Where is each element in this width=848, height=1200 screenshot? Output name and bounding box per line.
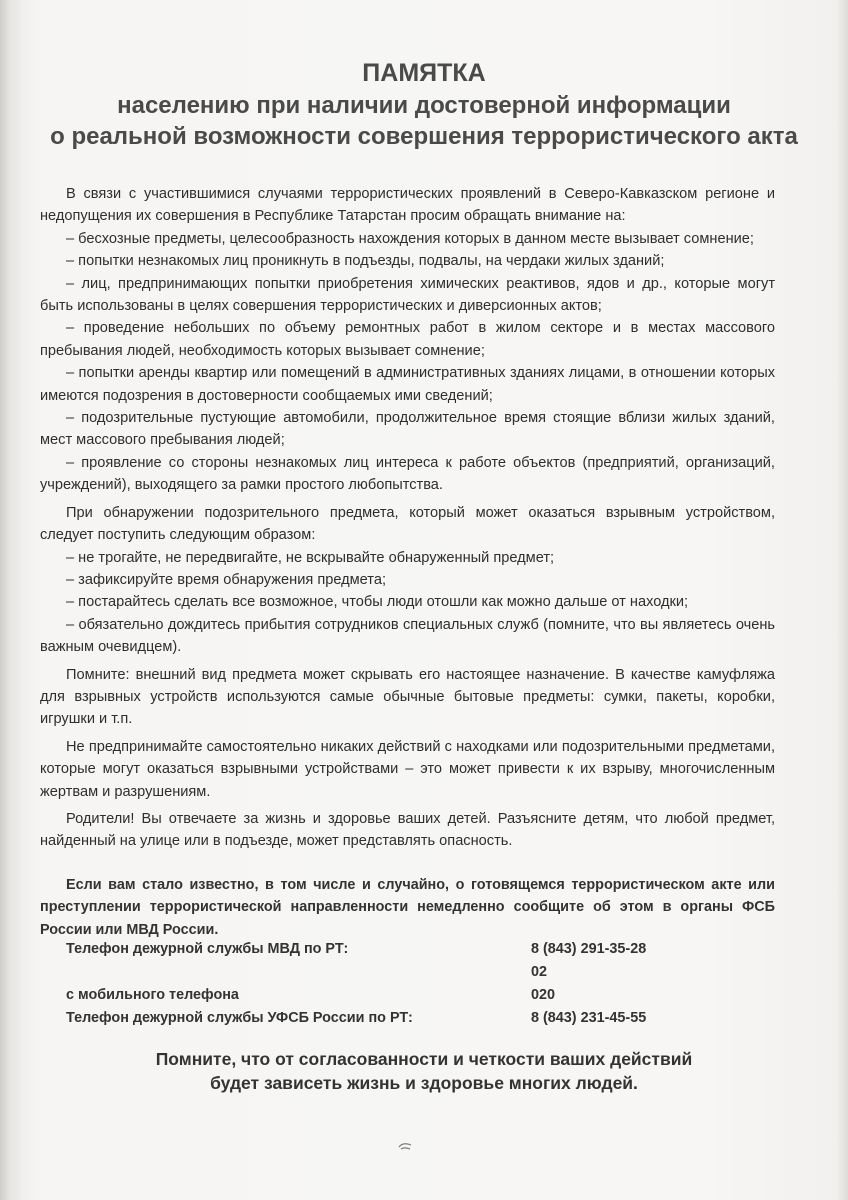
memo-title: ПАМЯТКА <box>362 59 486 87</box>
parents-paragraph: Родители! Вы отвечаете за жизнь и здоровье ваших детей. Разъясните детям, что любой предмет, найденный на улице или в подъезде, может представлять опасность. <box>40 810 775 850</box>
watch-item-7: – проявление со стороны незнакомых лиц интереса к работе объектов (предприятий, организаций, учреждений), выходящего за рамки простого любопытства. <box>40 454 775 494</box>
watch-item-6: – подозрительные пустующие автомобили, продолжительное время стоящие вблизи жилых зданий, мест массового пребывания людей; <box>40 410 775 449</box>
device-item-2: – зафиксируйте время обнаружения предмета; <box>66 571 387 588</box>
phone-list <box>66 938 766 1030</box>
phone-number: 8 (843) 291-35-28 <box>531 941 647 957</box>
scan-right-edge <box>836 0 848 1200</box>
phone-number: 8 (843) 231-45-55 <box>531 1010 647 1026</box>
watch-item-4: – проведение небольших по объему ремонтных работ в жилом секторе и в местах массового пребывания людей, необходимость которых вызывает сомнение; <box>40 320 775 359</box>
phone-row-short <box>66 961 766 984</box>
phone-row-mobile <box>66 984 766 1007</box>
device-item-4: – обязательно дождитесь прибытия сотрудников специальных служб (помните, что вы являетесь очень важным очевидцем). <box>40 616 775 656</box>
scan-left-shadow <box>0 0 22 1200</box>
device-intro-paragraph: При обнаружении подозрительного предмета, который может оказаться взрывным устройством, следует поступить следующим образом: <box>40 504 775 544</box>
do-not-paragraph: Не предпринимайте самостоятельно никаких действий с находками или подозрительными предметами, которые могут оказаться взрывными устройствами – это может привести к их взрыву, многочисленным жертвам и разрушениям. <box>40 738 775 800</box>
phone-number: 020 <box>531 987 556 1003</box>
intro-paragraph: В связи с участившимися случаями террористических проявлений в Северо-Кавказском регионе и недопущения их совершения в Республике Татарстан просим обращать внимание на: <box>40 186 775 225</box>
phone-row-mvd <box>66 938 766 961</box>
closing-reminder <box>0 1047 848 1095</box>
memo-subtitle-line-2: о реальной возможности совершения террористического акта <box>50 123 798 150</box>
watch-item-2: – попытки незнакомых лиц проникнуть в подъезды, подвалы, на чердаки жилых зданий; <box>66 253 665 270</box>
device-item-1: – не трогайте, не передвигайте, не вскрывайте обнаруженный предмет; <box>66 549 555 566</box>
phone-label: Телефон дежурной службы УФСБ России по РТ: <box>66 1010 413 1026</box>
phone-number: 02 <box>531 964 548 980</box>
device-item-3: – постарайтесь сделать все возможное, чтобы люди отошли как можно дальше от находки; <box>66 594 689 611</box>
phone-row-ufsb <box>66 1007 766 1030</box>
closing-reminder-line-2: будет зависеть жизнь и здоровье многих людей. <box>210 1073 638 1093</box>
watch-item-5: – попытки аренды квартир или помещений в административных зданиях лицами, в отношении которых имеются подозрения в достоверности сообщаемых ими сведений; <box>40 365 775 404</box>
phone-label: Телефон дежурной службы МВД по РТ: <box>66 941 349 957</box>
phone-label: с мобильного телефона <box>66 987 239 1003</box>
remember-paragraph: Помните: внешний вид предмета может скрывать его настоящее назначение. В качестве камуфляжа для взрывных устройств используются самые обычные бытовые предметы: сумки, пакеты, коробки, игрушки и т.п. <box>40 666 775 728</box>
watch-item-3: – лиц, предпринимающих попытки приобретения химических реактивов, ядов и др., которые могут быть использованы в целях совершения террористических и диверсионных актов; <box>40 275 775 315</box>
watch-item-1: – бесхозные предметы, целесообразность нахождения которых в данном месте вызывает сомнение; <box>66 230 754 247</box>
closing-reminder-line-1: Помните, что от согласованности и четкости ваших действий <box>155 1049 693 1069</box>
memo-subtitle-line-1: населению при наличии достоверной информации <box>117 92 731 119</box>
memo-body <box>40 183 775 853</box>
memo-subtitle <box>0 90 848 152</box>
report-notice <box>40 874 775 941</box>
report-notice-text: Если вам стало известно, в том числе и случайно, о готовящемся террористическом акте или преступлении террористической направленности немедленно сообщите об этом в органы ФСБ России или МВД России. <box>40 877 775 938</box>
scan-smudge-icon <box>398 1141 412 1151</box>
